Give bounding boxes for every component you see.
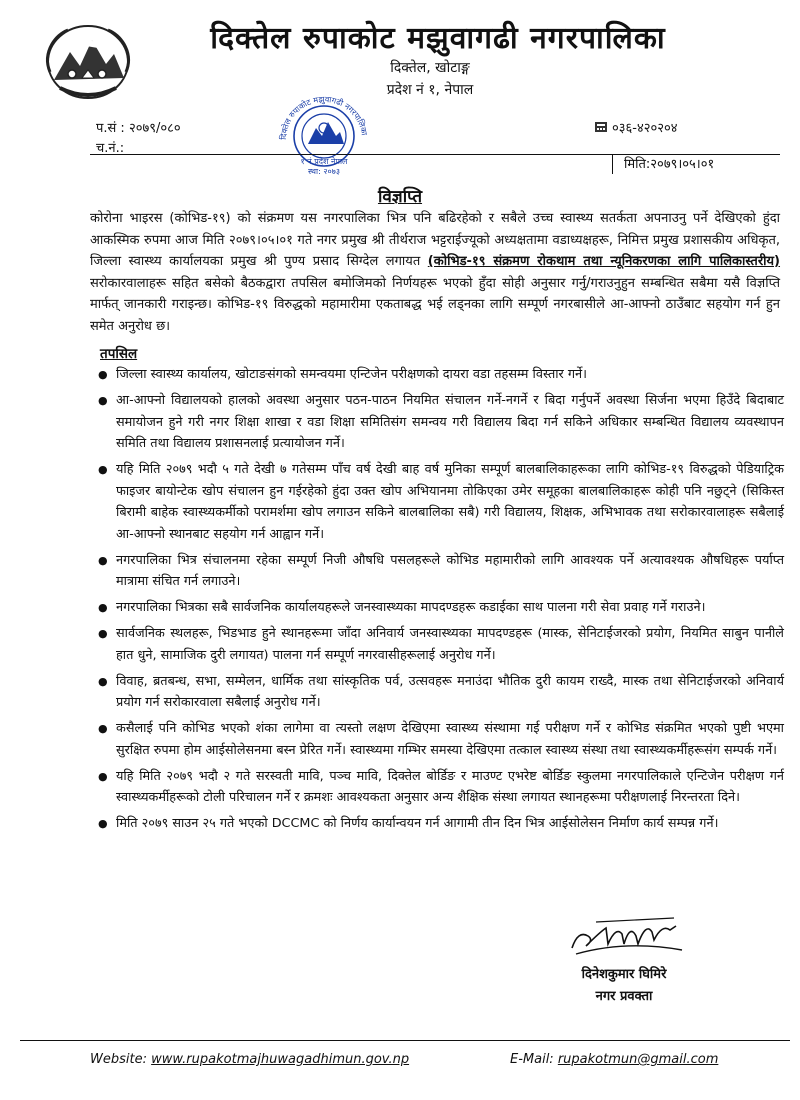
list-item: ● यहि मिति २०७९ भदौ ५ गते देखी ७ गतेसम्म पाँच वर्ष देखी बाह वर्ष मुनिका सम्पूर्ण बालबालिकाहरूका लागि कोभिड-१९ विरुद्धको पेडियाट्रिक फाइजर बायोन्टेक खोप संचालन हुन गईरहेको हुंदा उक्त खोप अभियानमा तोकिएका उमेर समूहका बालबालिकाहरू कोही पनि नछुट्ने (सिकिस्त बिरामी बाहेक स्वास्थ्यकर्मीको परामर्शमा खोप लगाउन सकिने बालबालिका सबै) गरी विद्यालय, शिक्षक, अभिभावक तथा सरोकारवालाहरू सबैलाई आ-आफ्नो स्थानबाट सहयोग गर्न आह्वान गर्ने।	[92, 459, 784, 545]
website-label: Website:	[90, 1052, 152, 1067]
bullet-icon: ●	[98, 627, 108, 640]
paragraph-part-1: कोरोना भाइरस (कोभिड-१९) को संक्रमण यस नगरपालिका भित्र पनि बढिरहेको र सबैले उच्च स्वास्थ्य सतर्कता अपनाउनु पर्ने देखिएको हुंदा आकस्मिक रुपमा आज मिति २०७९।०५।०१ गते नगर प्रमुख श्री तीर्थराज भट्टराईज्यूको अध्यक्षतामा वडाध्यक्षहरू, निमित्त प्रमुख प्रशासकीय अधिकृत, जिल्ला स्वास्थ्य कार्यालयका प्रमुख श्री पुण्य प्रसाद सिग्देल लगायत	[90, 211, 780, 269]
phone-text: ०३६-४२०२०४	[612, 121, 678, 136]
stamp-arc-text: दिक्तेल रुपाकोट मझुवागढी नगरपालिका	[278, 94, 369, 141]
bullet-icon: ●	[98, 368, 108, 381]
date-divider	[612, 154, 613, 174]
dispatch-number: च.नं.:	[96, 141, 125, 156]
list-item: ● कसैलाई पनि कोभिड भएको शंका लागेमा वा त्यस्तो लक्षण देखिएमा स्वास्थ्य संस्थामा गई परीक्षण गर्ने र कोभिड संक्रमित भएको पुष्टी भएमा सुरक्षित रुपमा होम आईसोलेसनमा बस्न प्रेरित गर्ने। स्वास्थ्यमा गम्भिर समस्या देखिएमा तत्काल स्वास्थ्य संस्था तथा स्वास्थ्यकर्मीहरूसंग सम्पर्क गर्ने।	[92, 718, 784, 761]
bullet-icon: ●	[98, 463, 108, 476]
bullet-icon: ●	[98, 601, 108, 614]
reference-number: प.सं : २०७९/०८०	[96, 121, 181, 136]
list-item: ● नगरपालिका भित्र संचालनमा रहेका सम्पूर्ण निजी औषधि पसलहरूले कोभिड महामारीको लागि आवश्यक पर्ने अत्यावश्यक औषधिहरू पर्याप्त मात्रामा संचित गर्न लगाउने।	[92, 550, 784, 593]
decision-list	[92, 364, 784, 839]
phone-number	[594, 118, 678, 136]
paragraph-part-2: सरोकारवालाहरू सहित बसेको बैठकद्वारा तपसिल बमोजिमको निर्णयहरू भएको हुँदा सोही अनुसार गर्नु/गराउनुहुन सम्बन्धित सबैमा यसै विज्ञप्ति मार्फत् जानकारी गराइन्छ। कोभिड-१९ विरुद्धको महामारीमा एकताबद्ध भई लड्नका लागि सम्पूर्ण नगरबासीले आ-आफ्नो ठाउँबाट सहयोग गर्न हुन समेत अनुरोध छ।	[90, 275, 780, 334]
paragraph-highlight: (कोभिड-१९ संक्रमण रोकथाम तथा न्यूनिकरणका लागि पालिकास्तरीय)	[427, 254, 781, 269]
footer-website	[90, 1052, 409, 1067]
bullet-icon: ●	[98, 553, 108, 567]
bullet-icon: ●	[98, 394, 108, 407]
bullet-icon: ●	[98, 674, 108, 688]
email-label: E-Mail:	[510, 1052, 558, 1067]
nepal-emblem-logo	[36, 18, 140, 104]
notice-date: मिति:२०७९।०५।०१	[624, 157, 715, 172]
municipality-stamp	[276, 88, 372, 176]
list-item: ● जिल्ला स्वास्थ्य कार्यालय, खोटाङसंगको समन्वयमा एन्टिजेन परीक्षणको दायरा वडा तहसम्म विस्तार गर्ने।	[92, 364, 784, 386]
bullet-icon: ●	[98, 769, 108, 783]
notice-paragraph	[90, 208, 780, 337]
details-heading: तपसिल	[100, 346, 138, 362]
list-item: ● मिति २०७९ साउन २५ गते भएको DCCMC को निर्णय कार्यान्वयन गर्न आगामी तीन दिन भित्र आईसोलेसन निर्माण कार्य सम्पन्न गर्ने।	[92, 813, 784, 835]
list-item: ● यहि मिति २०७९ भदौ २ गते सरस्वती मावि, पञ्च मावि, दिक्तेल बोर्डिङ र माउण्ट एभरेष्ट बोर्डिङ स्कुलमा नगरपालिकाले एन्टिजेन परीक्षण गर्न स्वास्थ्यकर्मीहरूको टोली परिचालन गर्ने र क्रमशः आवश्यकता अनुसार अन्य शैक्षिक संस्था लगायत स्थानहरूमा परीक्षणलाई निरन्तरता दिने।	[92, 766, 784, 809]
address-line-2: प्रदेश नं १, नेपाल	[386, 82, 474, 98]
bullet-icon: ●	[98, 722, 108, 735]
stamp-line-1: १ नं प्रदेश नेपाल	[300, 157, 348, 166]
website-link[interactable]: www.rupakotmajhuwagadhimun.gov.np	[151, 1052, 410, 1067]
municipality-name: दिक्तेल रुपाकोट मझुवागढी नगरपालिका	[210, 21, 666, 56]
list-item: ● आ-आफ्नो विद्यालयको हालको अवस्था अनुसार पठन-पाठन नियमित संचालन गर्ने-नगर्ने र बिदा गर्नुपर्ने अवस्था सिर्जना भएमा हिउँदे बिदाबाट समायोजन हुने गरी नगर शिक्षा शाखा र वडा शिक्षा समितिसंग समन्वय गरी विद्यालय बिदा गर्न सकिने अधिकार सम्बन्धित विद्यालय व्यवस्थापन समिति तथा विद्यालय प्रशासनलाई प्रत्यायोजन गर्ने।	[92, 390, 784, 455]
list-item: ● सार्वजनिक स्थलहरू, भिडभाड हुने स्थानहरूमा जाँदा अनिवार्य जनस्वास्थ्यका मापदण्डहरू (मास्क, सेनिटाईजरको प्रयोग, नियमित साबुन पानीले हात धुने, सामाजिक दुरी लगायत) पालना गर्न सम्पूर्ण नगरवासीहरूलाई अनुरोध गर्ने।	[92, 623, 784, 666]
email-link[interactable]: rupakotmun@gmail.com	[557, 1052, 719, 1067]
footer-email	[510, 1052, 718, 1067]
address-line-1: दिक्तेल, खोटाङ्ग	[390, 60, 470, 76]
handwritten-signature	[566, 910, 686, 962]
signatory-name: दिनेशकुमार घिमिरे	[581, 967, 667, 982]
footer-divider	[20, 1040, 790, 1041]
list-item: ● नगरपालिका भित्रका सबै सार्वजनिक कार्यालयहरूले जनस्वास्थ्यका मापदण्डहरू कडाईका साथ पालना गरी सेवा प्रवाह गर्ने गराउने।	[92, 597, 784, 619]
bullet-icon: ●	[98, 817, 108, 830]
notice-title: विज्ञप्ति	[377, 187, 423, 207]
list-item: ● विवाह, ब्रतबन्ध, सभा, सम्मेलन, धार्मिक तथा सांस्कृतिक पर्व, उत्सवहरू मनाउंदा भौतिक दुरी कायम राख्दै, मास्क तथा सेनिटाईजरको अनिवार्य प्रयोग गर्न सरोकारवाला सबैलाई अनुरोध गर्ने।	[92, 671, 784, 714]
signatory-title: नगर प्रवक्ता	[595, 989, 653, 1004]
stamp-line-2: स्था: २०७३	[307, 167, 341, 176]
telephone-icon	[594, 121, 608, 133]
